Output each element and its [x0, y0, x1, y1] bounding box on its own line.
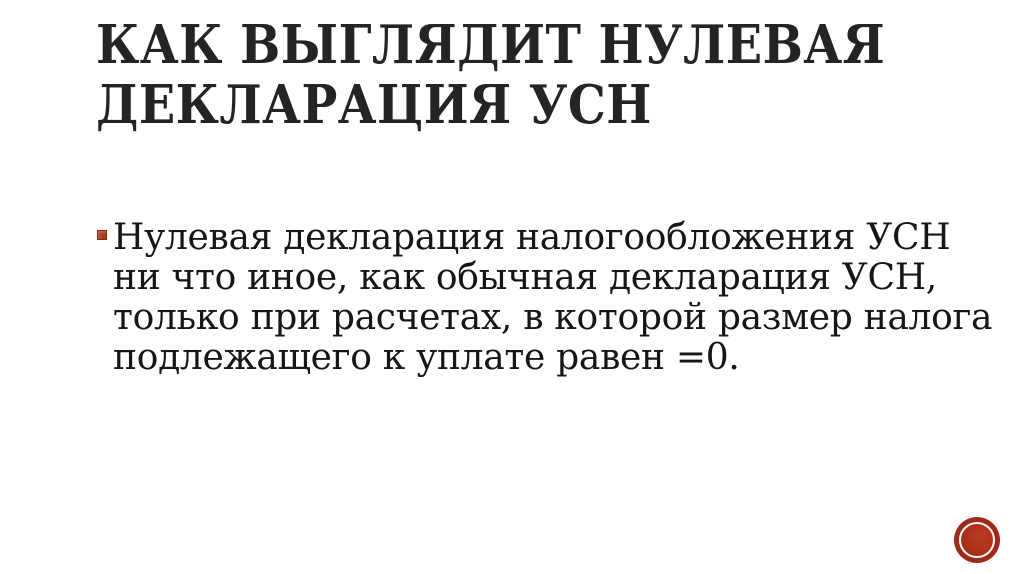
slide-title [96, 15, 885, 135]
bullet-text-line: Нулевая декларация налогообложения УСН [113, 217, 951, 258]
slide-title-line-1: КАК ВЫГЛЯДИТ НУЛЕВАЯ [96, 14, 886, 76]
bullet-item [97, 218, 992, 378]
square-bullet-icon [97, 230, 107, 240]
bullet-text-line: ни что иное, как обычная декларация УСН, [113, 257, 937, 298]
slide-title-line-2: ДЕКЛАРАЦИЯ УСН [96, 74, 652, 136]
red-seal-badge-icon [954, 517, 1000, 563]
bullet-paragraph [113, 218, 992, 378]
bullet-text-line: подлежащего к уплате равен =0. [113, 337, 740, 378]
bullet-text-line: только при расчетах, в которой размер налога [113, 297, 993, 338]
red-seal-badge-inner [959, 522, 995, 558]
